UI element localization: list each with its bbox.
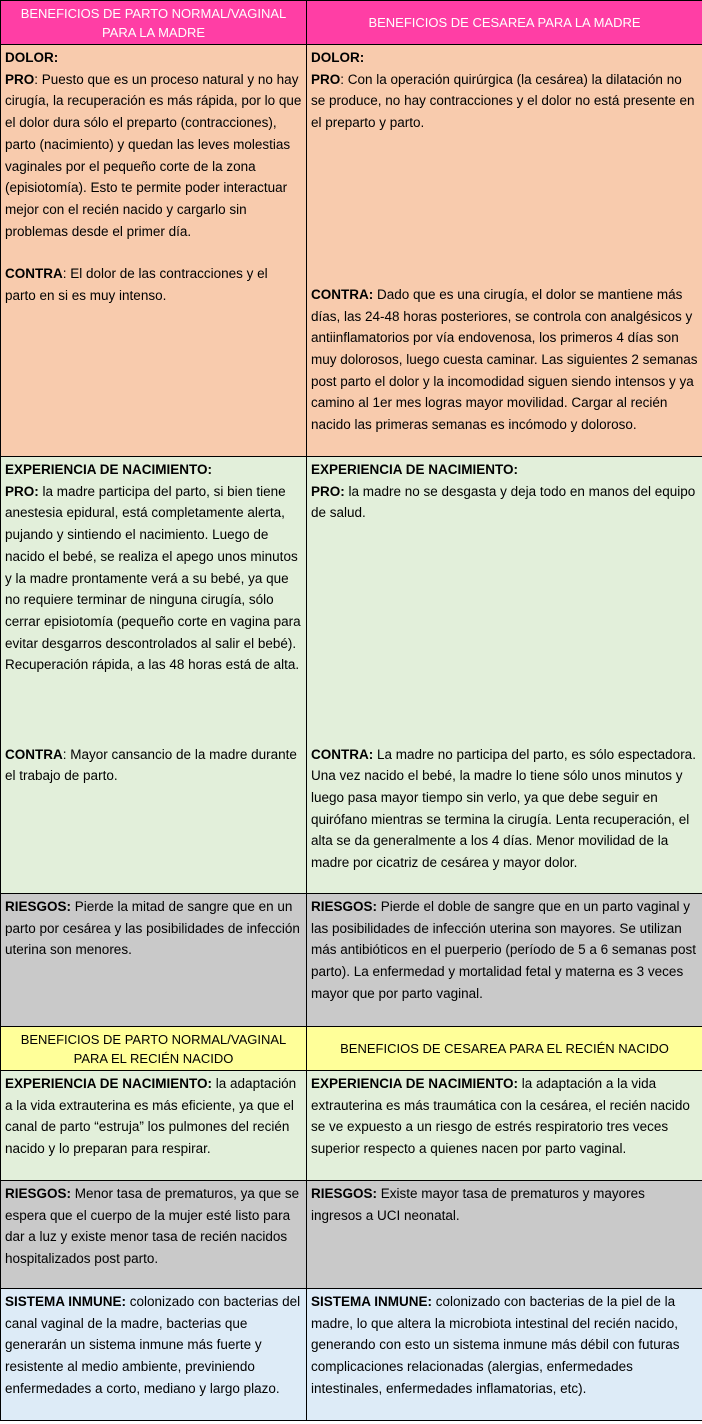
inmune-row xyxy=(1,1289,702,1421)
contra-label: CONTRA: xyxy=(311,286,374,302)
dolor-row xyxy=(1,45,702,457)
riesgos-madre-row xyxy=(1,894,702,1027)
experiencia-normal-contra-cell xyxy=(1,742,307,894)
inmune-cesarea-text: colonizado con bacterias de la piel de la madre, lo que altera la microbiota intestinal del recién nacido, generando con esto un sistema inmune más débil con futuras complicaciones relacionadas (alergias, enfermedades intestinales, enfermedades inflamatorias, etc). xyxy=(311,1294,680,1396)
experiencia-label: EXPERIENCIA DE NACIMIENTO: xyxy=(5,1076,213,1091)
pro-label: PRO xyxy=(311,71,341,87)
experiencia-label: EXPERIENCIA DE NACIMIENTO: xyxy=(311,1076,519,1091)
experiencia-contra-row xyxy=(1,742,702,894)
experiencia-normal-contra-text: : Mayor cansancio de la madre durante el trabajo de parto. xyxy=(5,746,297,784)
experiencia-normal-pro-cell xyxy=(1,457,307,742)
experiencia-cesarea-pro-cell xyxy=(307,457,702,742)
dolor-cesarea-cell xyxy=(307,45,702,457)
riesgos-label: RIESGOS: xyxy=(311,1186,378,1201)
pro-label: PRO: xyxy=(5,483,39,499)
contra-label: CONTRA xyxy=(5,266,63,282)
header-parto-normal-recien-nacido: BENEFICIOS DE PARTO NORMAL/VAGINAL PARA EL RECIÉN NACIDO xyxy=(1,1027,307,1071)
experiencia-cesarea-rn-text: la adaptación a la vida extrauterina es más traumática con la cesárea, el recién nacido se ve expuesto a un riesgo de estrés respiratorio tres veces superior respecto a quienes nacen por parto vaginal. xyxy=(311,1076,690,1157)
dolor-cesarea-pro-text: : Con la operación quirúrgica (la cesárea) la dilatación no se produce, no hay contracciones y el dolor no está presente en el preparto y parto. xyxy=(311,71,695,131)
header-parto-normal-madre: BENEFICIOS DE PARTO NORMAL/VAGINAL PARA LA MADRE xyxy=(1,1,307,45)
riesgos-label: RIESGOS: xyxy=(5,899,72,914)
inmune-normal-text: colonizado con bacterias del canal vaginal de la madre, bacterias que generarán un sistema inmune más fuerte y resistente al medio ambiente, previniendo enfermedades a corto, mediano y largo plazo. xyxy=(5,1294,301,1396)
contra-label: CONTRA: xyxy=(311,746,374,762)
experiencia-pro-row xyxy=(1,457,702,742)
riesgos-normal-rn-text: Menor tasa de prematuros, ya que se espera que el cuerpo de la mujer esté listo para dar a luz y existe menor tasa de recién nacidos hospitalizados post parto. xyxy=(5,1186,300,1267)
experiencia-cesarea-rn-cell xyxy=(307,1071,702,1181)
inmune-label: SISTEMA INMUNE: xyxy=(5,1294,126,1309)
riesgos-cesarea-madre-cell xyxy=(307,894,702,1027)
riesgos-label: RIESGOS: xyxy=(5,1186,72,1201)
dolor-title: DOLOR: xyxy=(311,50,365,65)
inmune-cesarea-cell xyxy=(307,1289,702,1421)
header-row-recien-nacido xyxy=(1,1027,702,1071)
riesgos-cesarea-rn-cell xyxy=(307,1181,702,1289)
pro-label: PRO: xyxy=(311,483,345,499)
inmune-label: SISTEMA INMUNE: xyxy=(311,1294,432,1309)
riesgos-cesarea-madre-text: Pierde el doble de sangre que en un parto vaginal y las posibilidades de infección uterina son mayores. Se utilizan más antibióticos en el puerperio (período de 5 a 6 semanas post parto). La enfermedad y mortalidad fetal y materna es 3 veces mayor que por parto vaginal. xyxy=(311,899,696,1001)
riesgos-normal-madre-text: Pierde la mitad de sangre que en un parto por cesárea y las posibilidades de infección uterina son menores. xyxy=(5,899,300,958)
header-cesarea-madre: BENEFICIOS DE CESAREA PARA LA MADRE xyxy=(307,1,702,45)
inmune-normal-cell xyxy=(1,1289,307,1421)
riesgos-recien-nacido-row xyxy=(1,1181,702,1289)
experiencia-normal-rn-cell xyxy=(1,1071,307,1181)
riesgos-normal-rn-cell xyxy=(1,1181,307,1289)
experiencia-cesarea-pro-text: la madre no se desgasta y deja todo en manos del equipo de salud. xyxy=(311,483,696,521)
riesgos-label: RIESGOS: xyxy=(311,899,378,914)
contra-label: CONTRA xyxy=(5,746,63,762)
dolor-normal-pro-text: : Puesto que es un proceso natural y no hay cirugía, la recuperación es más rápida, por lo que el dolor dura sólo el preparto (contracciones), parto (nacimiento) y quedan las leves molestias vaginales por el pequeño corte de la zona (episiotomía). Esto te permite poder interactuar mejor con el recién nacido y cargarlo sin problemas desde el primer día. xyxy=(5,71,302,239)
experiencia-recien-nacido-row xyxy=(1,1071,702,1181)
experiencia-title: EXPERIENCIA DE NACIMIENTO: xyxy=(5,462,213,477)
pro-label: PRO xyxy=(5,71,35,87)
dolor-normal-cell xyxy=(1,45,307,457)
riesgos-normal-madre-cell xyxy=(1,894,307,1027)
header-row-madre xyxy=(1,1,702,45)
experiencia-title: EXPERIENCIA DE NACIMIENTO: xyxy=(311,462,519,477)
riesgos-cesarea-rn-text: Existe mayor tasa de prematuros y mayores ingresos a UCI neonatal. xyxy=(311,1186,645,1223)
experiencia-normal-rn-text: la adaptación a la vida extrauterina es más eficiente, ya que el canal de parto “estruja” los pulmones del recién nacido y lo preparan para respirar. xyxy=(5,1076,297,1157)
experiencia-cesarea-contra-text: La madre no participa del parto, es sólo espectadora. Una vez nacido el bebé, la madre lo tiene sólo unos minutos y luego pasa mayor tiempo sin verlo, ya que debe seguir en quirófano mientras se termina la cirugía. Lenta recuperación, el alta se da generalmente a los 4 días. Menor movilidad de la madre por cicatriz de cesárea y mayor dolor. xyxy=(311,746,696,871)
experiencia-normal-pro-text: la madre participa del parto, si bien tiene anestesia epidural, está completamente alerta, pujando y sintiendo el nacimiento. Luego de nacido el bebé, se realiza el apego unos minutos y la madre prontamente verá a su bebé, ya que no requiere terminar de ninguna cirugía, sólo cerrar episiotomía (pequeño corte en vagina para evitar desgarros descontrolados al salir el bebé). Recuperación rápida, a las 48 horas está de alta. xyxy=(5,483,301,673)
dolor-title: DOLOR: xyxy=(5,50,59,65)
experiencia-cesarea-contra-cell xyxy=(307,742,702,894)
header-cesarea-recien-nacido: BENEFICIOS DE CESAREA PARA EL RECIÉN NACIDO xyxy=(307,1027,702,1071)
dolor-normal-contra-text: : El dolor de las contracciones y el parto en si es muy intenso. xyxy=(5,266,268,304)
dolor-cesarea-contra-text: Dado que es una cirugía, el dolor se mantiene más días, las 24-48 horas posteriores, se controla con analgésicos y antiinflamatorios por vía endovenosa, los primeros 4 días son muy dolorosos, luego cuesta caminar. Las siguientes 2 semanas post parto el dolor y la incomodidad siguen siendo intensos y ya camino al 1er mes logras mayor movilidad. Cargar al recién nacido las primeras semanas es incómodo y doloroso. xyxy=(311,286,698,433)
